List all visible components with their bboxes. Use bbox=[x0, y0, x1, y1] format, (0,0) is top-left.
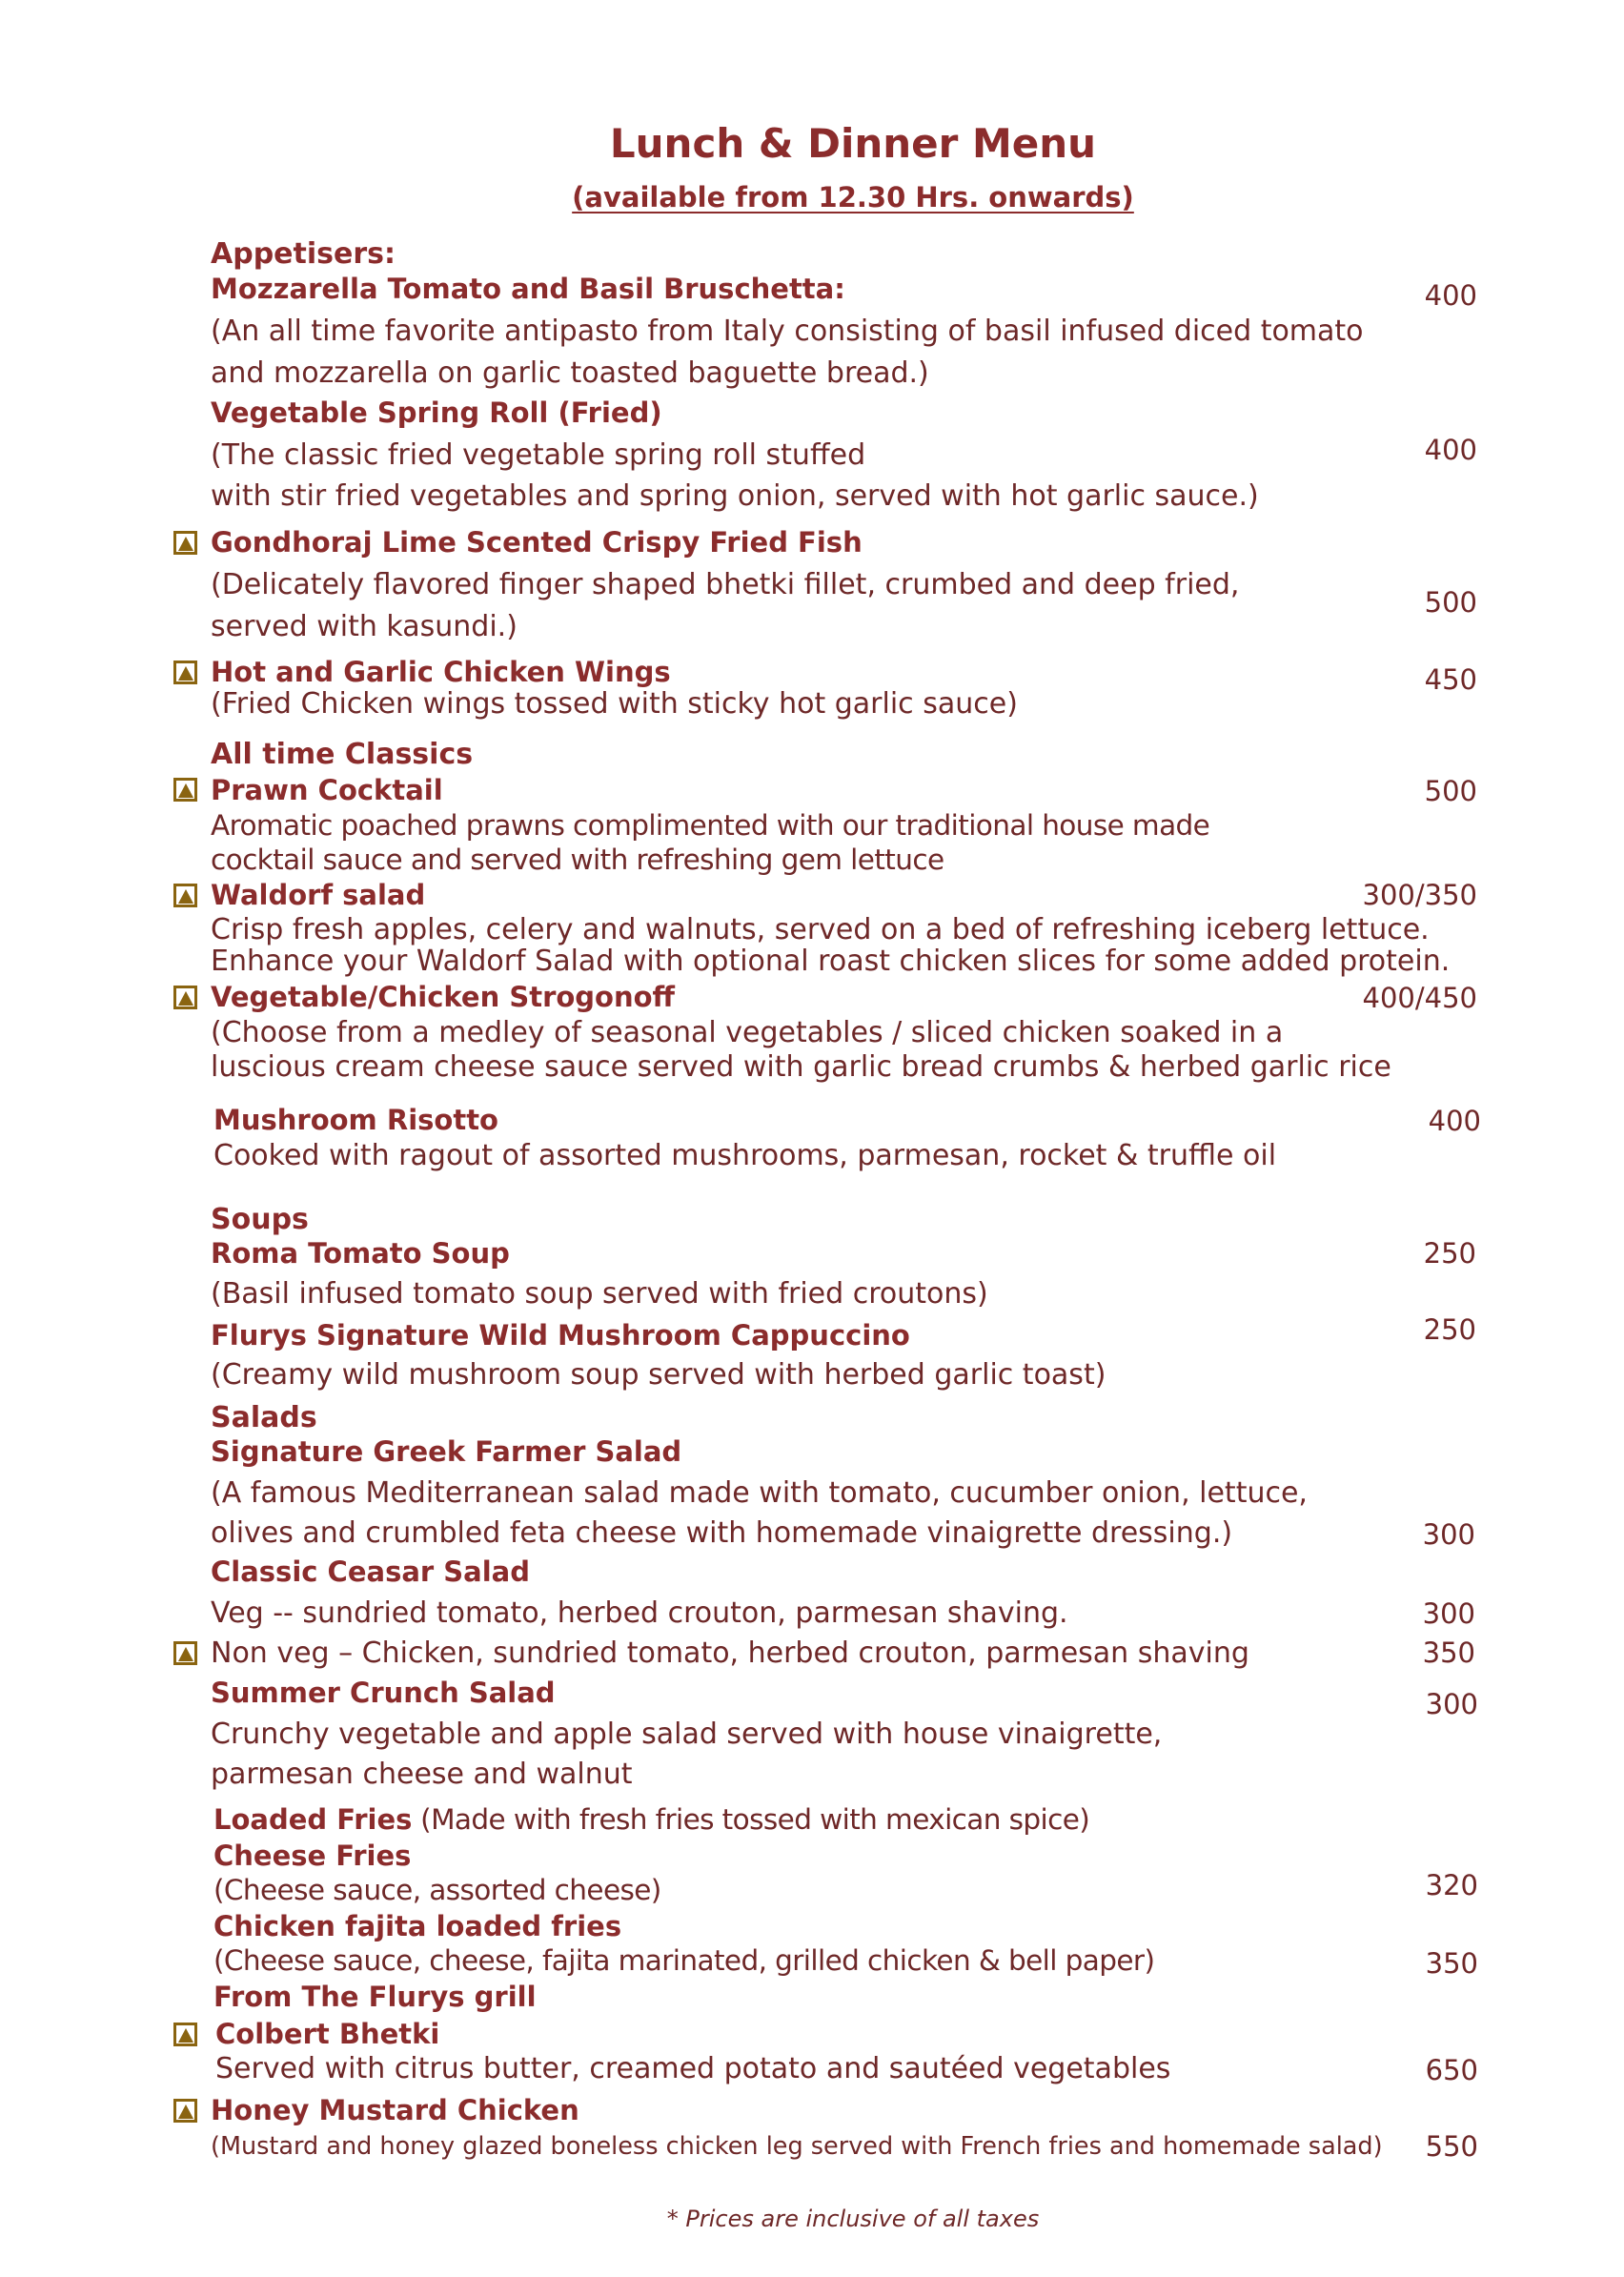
tax-note: * Prices are inclusive of all taxes bbox=[666, 2206, 1040, 2232]
item-desc-greek-1: (A famous Mediterranean salad made with tomato, cucumber onion, lettuce, bbox=[211, 1476, 1308, 1510]
item-desc-cheese-fries: (Cheese sauce, assorted cheese) bbox=[213, 1874, 661, 1906]
item-desc-bhetki: Served with citrus butter, creamed potato and sautéed vegetables bbox=[215, 2052, 1171, 2085]
item-name-cappuccino: Flurys Signature Wild Mushroom Cappuccino bbox=[211, 1319, 910, 1352]
item-name-spring-roll: Vegetable Spring Roll (Fried) bbox=[211, 396, 662, 429]
item-price-crunch: 300 bbox=[1425, 1688, 1478, 1720]
item-name-strogonoff: Vegetable/Chicken Strogonoff bbox=[211, 981, 676, 1013]
item-desc-prawn-cocktail-2: cocktail sauce and served with refreshing gem lettuce bbox=[211, 844, 944, 876]
item-price-caesar-veg: 300 bbox=[1422, 1597, 1475, 1630]
section-salads: Salads bbox=[211, 1401, 317, 1434]
item-desc-spring-roll-2: with stir fried vegetables and spring onion, served with hot garlic sauce.) bbox=[211, 479, 1259, 513]
item-desc-waldorf-2: Enhance your Waldorf Salad with optional roast chicken slices for some added protein. bbox=[211, 945, 1451, 978]
non-veg-triangle-icon bbox=[173, 884, 197, 907]
section-appetisers: Appetisers: bbox=[211, 237, 396, 271]
item-desc-caesar-nonveg: Non veg – Chicken, sundried tomato, herbed crouton, parmesan shaving bbox=[211, 1637, 1249, 1670]
item-desc-waldorf-1: Crisp fresh apples, celery and walnuts, served on a bed of refreshing iceberg lettuce. bbox=[211, 913, 1430, 946]
item-price-cheese-fries: 320 bbox=[1425, 1869, 1478, 1901]
item-desc-crunch-1: Crunchy vegetable and apple salad served with house vinaigrette, bbox=[211, 1718, 1163, 1751]
item-price-prawn-cocktail: 500 bbox=[1424, 775, 1477, 807]
item-name-caesar: Classic Ceasar Salad bbox=[211, 1555, 531, 1588]
item-price-greek: 300 bbox=[1422, 1518, 1475, 1551]
item-price-fajita-fries: 350 bbox=[1425, 1947, 1478, 1980]
non-veg-triangle-icon bbox=[173, 778, 197, 802]
item-name-risotto: Mushroom Risotto bbox=[213, 1104, 498, 1136]
item-name-honey-chicken: Honey Mustard Chicken bbox=[211, 2094, 579, 2126]
item-desc-strogonoff-1: (Choose from a medley of seasonal vegetables / sliced chicken soaked in a bbox=[211, 1016, 1284, 1049]
item-price-strogonoff: 400/450 bbox=[1362, 982, 1477, 1014]
item-price-honey-chicken: 550 bbox=[1425, 2130, 1478, 2163]
section-grill: From The Flurys grill bbox=[213, 1981, 537, 2013]
item-price-wings: 450 bbox=[1424, 663, 1477, 696]
item-name-crunch: Summer Crunch Salad bbox=[211, 1677, 556, 1709]
item-name-waldorf: Waldorf salad bbox=[211, 879, 426, 911]
item-price-waldorf: 300/350 bbox=[1362, 879, 1477, 911]
item-desc-wings: (Fried Chicken wings tossed with sticky hot garlic sauce) bbox=[211, 687, 1018, 721]
non-veg-triangle-icon bbox=[173, 531, 197, 555]
item-desc-greek-2: olives and crumbled feta cheese with homemade vinaigrette dressing.) bbox=[211, 1516, 1233, 1550]
item-name-loaded-fries: Loaded Fries bbox=[213, 1803, 413, 1836]
item-name-greek: Signature Greek Farmer Salad bbox=[211, 1435, 682, 1468]
item-desc-bruschetta-2: and mozzarella on garlic toasted baguette bread.) bbox=[211, 356, 929, 390]
item-desc-honey-chicken: (Mustard and honey glazed boneless chicken leg served with French fries and homemade salad) bbox=[211, 2132, 1383, 2161]
item-price-spring-roll: 400 bbox=[1424, 434, 1477, 466]
item-desc-fajita-fries: (Cheese sauce, cheese, fajita marinated, grilled chicken & bell paper) bbox=[213, 1944, 1155, 1977]
item-name-bruschetta: Mozzarella Tomato and Basil Bruschetta: bbox=[211, 273, 845, 305]
item-name-bhetki: Colbert Bhetki bbox=[215, 2018, 440, 2050]
non-veg-triangle-icon bbox=[173, 2023, 197, 2046]
item-note-loaded-fries: (Made with fresh fries tossed with mexican spice) bbox=[412, 1803, 1090, 1836]
loaded-fries-heading bbox=[213, 1803, 1089, 1836]
item-desc-caesar-veg: Veg -- sundried tomato, herbed crouton, parmesan shaving. bbox=[211, 1596, 1068, 1630]
item-desc-risotto: Cooked with ragout of assorted mushrooms, parmesan, rocket & truffle oil bbox=[213, 1139, 1277, 1172]
item-desc-fried-fish-2: served with kasundi.) bbox=[211, 610, 518, 643]
section-soups: Soups bbox=[211, 1203, 309, 1236]
item-price-fried-fish: 500 bbox=[1424, 586, 1477, 619]
menu-title: Lunch & Dinner Menu bbox=[609, 120, 1097, 167]
section-classics: All time Classics bbox=[211, 738, 474, 771]
item-desc-spring-roll-1: (The classic fried vegetable spring roll stuffed bbox=[211, 438, 866, 472]
item-price-bruschetta: 400 bbox=[1424, 279, 1477, 312]
item-desc-crunch-2: parmesan cheese and walnut bbox=[211, 1758, 633, 1791]
item-price-caesar-nonveg: 350 bbox=[1422, 1637, 1475, 1669]
item-name-cheese-fries: Cheese Fries bbox=[213, 1840, 412, 1872]
item-desc-cappuccino: (Creamy wild mushroom soup served with herbed garlic toast) bbox=[211, 1358, 1106, 1392]
item-desc-bruschetta-1: (An all time favorite antipasto from Italy consisting of basil infused diced tomato bbox=[211, 315, 1364, 348]
item-desc-prawn-cocktail-1: Aromatic poached prawns complimented with our traditional house made bbox=[211, 809, 1210, 842]
non-veg-triangle-icon bbox=[173, 2099, 197, 2123]
item-desc-fried-fish-1: (Delicately flavored finger shaped bhetki fillet, crumbed and deep fried, bbox=[211, 568, 1240, 601]
non-veg-triangle-icon bbox=[173, 661, 197, 684]
item-name-wings: Hot and Garlic Chicken Wings bbox=[211, 656, 671, 688]
item-desc-tomato-soup: (Basil infused tomato soup served with fried croutons) bbox=[211, 1277, 988, 1311]
item-price-bhetki: 650 bbox=[1425, 2054, 1478, 2086]
item-price-cappuccino: 250 bbox=[1423, 1313, 1476, 1346]
item-name-fajita-fries: Chicken fajita loaded fries bbox=[213, 1910, 622, 1942]
item-desc-strogonoff-2: luscious cream cheese sauce served with garlic bread crumbs & herbed garlic rice bbox=[211, 1050, 1391, 1084]
menu-subtitle: (available from 12.30 Hrs. onwards) bbox=[572, 181, 1134, 213]
item-name-prawn-cocktail: Prawn Cocktail bbox=[211, 774, 443, 806]
non-veg-triangle-icon bbox=[173, 986, 197, 1009]
item-price-risotto: 400 bbox=[1428, 1105, 1481, 1137]
item-name-tomato-soup: Roma Tomato Soup bbox=[211, 1237, 510, 1270]
item-name-fried-fish: Gondhoraj Lime Scented Crispy Fried Fish bbox=[211, 526, 863, 559]
non-veg-triangle-icon bbox=[173, 1641, 197, 1665]
item-price-tomato-soup: 250 bbox=[1423, 1237, 1476, 1270]
